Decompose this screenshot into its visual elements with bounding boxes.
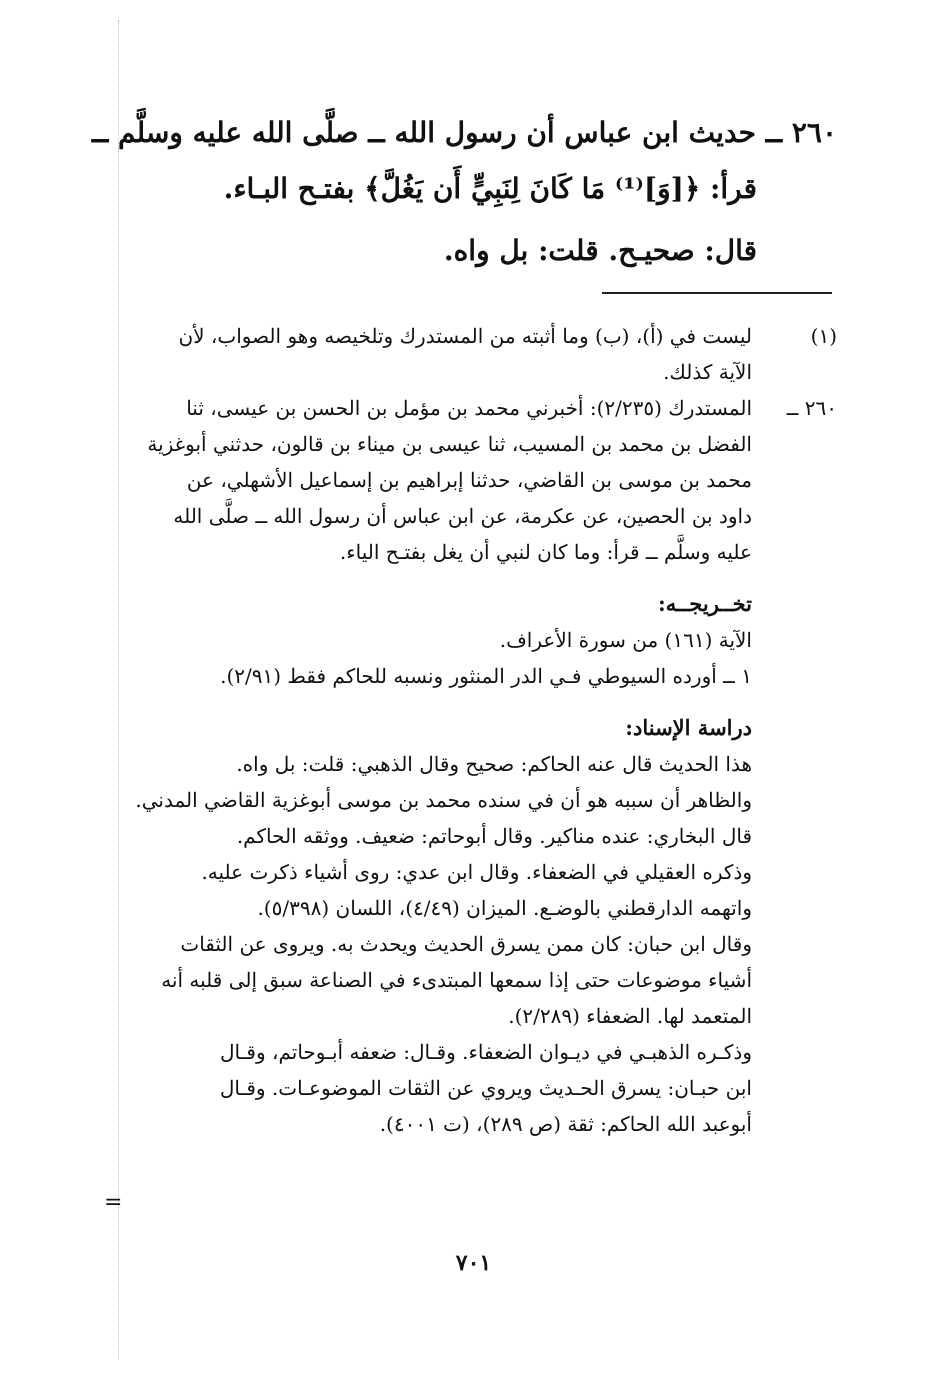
dirasa-line: أبوعبد الله الحاكم: ثقة (ص ٢٨٩)، (ت ٤٠٠١).	[379, 1112, 752, 1136]
source-number: ٢٦٠ ــ	[786, 396, 837, 420]
hadith-text	[91, 105, 837, 279]
source-line: عليه وسلَّم ــ قرأ: وما كان لنبي أن يغل بفتـح الياء.	[339, 540, 752, 564]
dirasa-line: أشياء موضوعات حتى إذا سمعها المبتدىء في الصناعة سبق إلى قلبه أنه	[161, 968, 752, 992]
dirasa-line: واتهمه الدارقطني بالوضـع. الميزان (٤/٤٩)، اللسان (٥/٣٩٨).	[257, 896, 752, 920]
source-note	[132, 390, 837, 570]
footnote-separator	[602, 292, 832, 294]
takhrij-line: ١ ــ أورده السيوطي فـي الدر المنثور ونسبه للحاكم فقط (٢/٩١).	[220, 664, 752, 688]
source-line: داود بن الحصين، عن عكرمة، عن ابن عباس أن رسول الله ــ صلَّى الله	[173, 504, 752, 528]
dirasa-line: هذا الحديث قال عنه الحاكم: صحيح وقال الذهبي: قلت: بل واه.	[236, 752, 752, 776]
dirasa-line: ابن حبـان: يسرق الحـديث ويروي عن الثقات الموضوعـات. وقـال	[219, 1076, 752, 1100]
continuation-mark: =	[104, 1190, 123, 1215]
hadith-verdict: قال: صحيـح. قلت: بل واه.	[443, 234, 757, 267]
hadith-line: ٢٦٠ ــ حديث ابن عباس أن رسول الله ــ صلَّى الله عليه وسلَّم ــ	[91, 116, 837, 149]
margin-guide	[118, 20, 119, 1360]
footnote-line: ليست في (أ)، (ب) وما أثبته من المستدرك وتلخيصه وهو الصواب، لأن	[178, 324, 752, 348]
footnote-1	[132, 318, 837, 390]
takhrij-line: الآية (١٦١) من سورة الأعراف.	[499, 628, 752, 652]
source-line: المستدرك (٢/٢٣٥): أخبرني محمد بن مؤمل بن الحسن بن عيسى، ثنا	[186, 396, 752, 420]
dirasa-line: وذكره العقيلي في الضعفاء. وقال ابن عدي: روى أشياء ذكرت عليه.	[201, 860, 752, 884]
dirasa-line: قال البخاري: عنده مناكير. وقال أبوحاتم: ضعيف. ووثقه الحاكم.	[236, 824, 752, 848]
footnote-line: الآية كذلك.	[663, 360, 752, 384]
dirasa-heading: دراسة الإسناد:	[625, 715, 752, 740]
footnote-number: (١)	[810, 324, 837, 348]
source-line: الفضل بن محمد بن المسيب، ثنا عيسى بن ميناء بن قالون، حدثني أبوغزية	[147, 432, 752, 456]
takhrij-heading: تخــريجــه:	[657, 591, 752, 616]
source-line: محمد بن موسى بن القاضي، حدثنا إبراهيم بن إسماعيل الأشهلي، عن	[186, 468, 752, 492]
dirasa-line: وقال ابن حبان: كان ممن يسرق الحديث ويحدث به. ويروى عن الثقات	[180, 932, 752, 956]
dirasa-line: والظاهر أن سببه هو أن في سنده محمد بن موسى أبوغزية القاضي المدني.	[135, 788, 752, 812]
dirasa-line: وذكـره الذهبـي في ديـوان الضعفاء. وقـال: ضعفه أبـوحاتم، وقـال	[219, 1040, 752, 1064]
hadith-line: قرأ: ﴿[وَ]⁽¹⁾ مَا كَانَ لِنَبِيٍّ أَن يَغُلَّ﴾ بفتـح البـاء.	[223, 172, 757, 205]
dirasa-line: المتعمد لها. الضعفاء (٢/٢٨٩).	[508, 1004, 752, 1028]
footnotes	[132, 318, 837, 1142]
page-number: ٧٠١	[455, 1250, 492, 1276]
